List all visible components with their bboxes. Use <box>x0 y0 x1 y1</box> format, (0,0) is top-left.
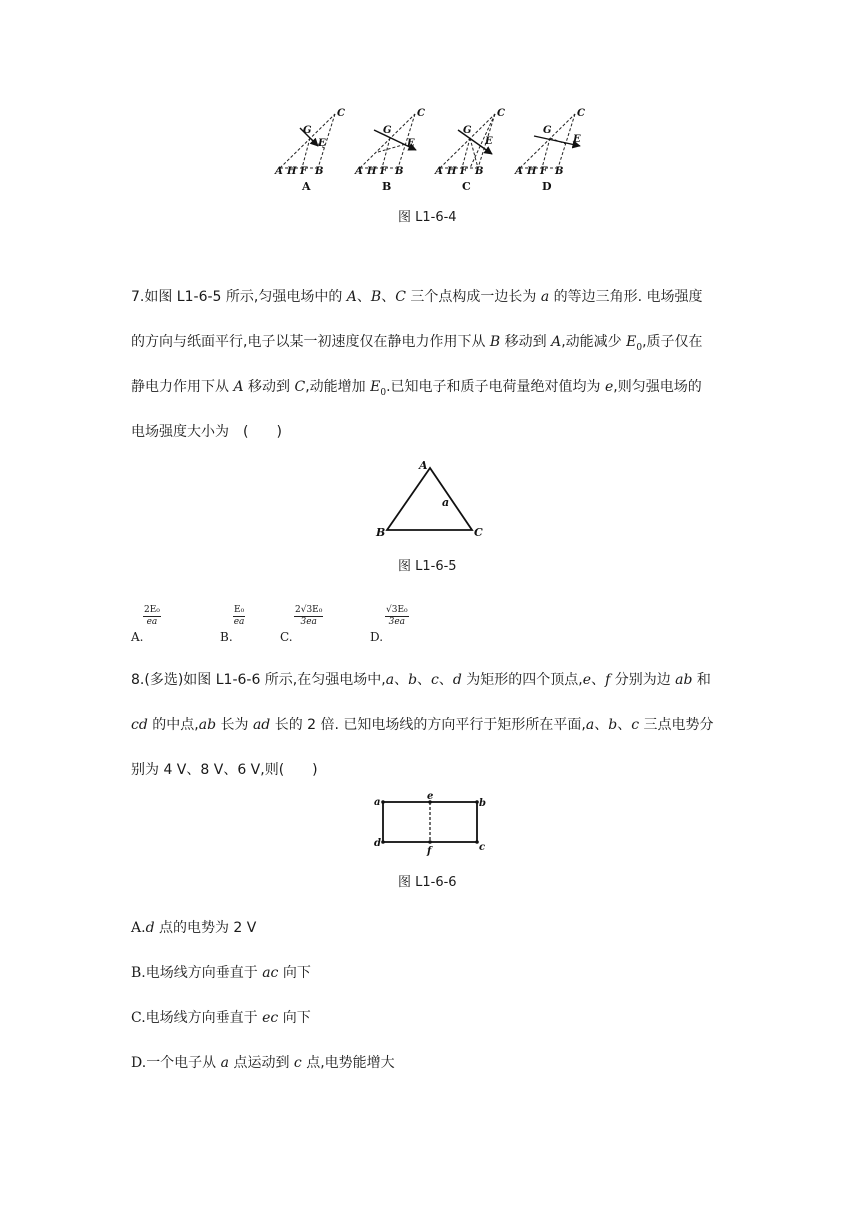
triangle-label-C: C <box>474 526 483 539</box>
panel-c <box>434 108 505 192</box>
label-d-B: B <box>555 166 564 177</box>
q7-line-3: 静电力作用下从 A 移动到 C,动能增加 $E_0$.已知电子和质子电荷量绝对值均为 e,则匀强电场的 <box>131 379 702 398</box>
q8-option-d: D.一个电子从 a 点运动到 c 点,电势能增大 <box>131 1055 395 1071</box>
triangle-label-B: B <box>376 526 386 539</box>
label-c-E: E <box>485 136 493 147</box>
label-c-A: A <box>435 166 443 177</box>
q8-line-3: 别为 4 V、8 V、6 V,则( ) <box>131 762 318 778</box>
q7-option-c-fraction: $\frac{\text{2√3E₀}}{3ea}$ <box>295 605 323 627</box>
label-b-H: H <box>367 166 377 177</box>
panel-label-c: C <box>462 180 471 192</box>
panel-a <box>274 108 345 192</box>
q7-option-b-fraction: $\frac{\text{E₀}}{ea}$ <box>233 605 245 627</box>
label-b-F: F <box>380 166 388 177</box>
panel-b <box>354 108 425 192</box>
panel-label-a: A <box>302 180 311 192</box>
panel-d <box>514 108 585 192</box>
caption-l1-6-5: 图 L1-6-5 <box>398 559 457 574</box>
label-c-B: B <box>475 166 484 177</box>
rect-label-c: c <box>479 842 486 853</box>
label-a-F: F <box>300 166 308 177</box>
q7-line-1: 7.如图 L1-6-5 所示,匀强电场中的 A、B、C 三个点构成一边长为 a 的等边三角形. 电场强度 <box>131 289 703 305</box>
label-c-F: F <box>460 166 468 177</box>
q7-line-2: 的方向与纸面平行,电子以某一初速度仅在静电力作用下从 B 移动到 A,动能减少 $E_0$,质子仅在 <box>131 334 703 353</box>
panel-label-b: B <box>382 180 392 192</box>
label-b-A: A <box>355 166 363 177</box>
label-b-B: B <box>395 166 404 177</box>
q8-option-c: C.电场线方向垂直于 ec 向下 <box>131 1010 311 1026</box>
label-b-E: E <box>407 138 415 149</box>
label-a-E: E <box>318 138 326 149</box>
label-b-G: G <box>383 125 392 136</box>
triangle-abc <box>387 468 472 530</box>
triangle-label-side-a: a <box>442 496 450 509</box>
label-d-G: G <box>543 125 552 136</box>
q8-option-b: B.电场线方向垂直于 ac 向下 <box>131 965 311 981</box>
label-a-B: B <box>315 166 324 177</box>
rect-label-f: f <box>427 846 432 857</box>
label-a-A: A <box>275 166 283 177</box>
label-d-F: F <box>540 166 548 177</box>
rect-label-e: e <box>427 791 434 802</box>
caption-l1-6-6: 图 L1-6-6 <box>398 875 457 890</box>
label-b-C: C <box>417 108 425 119</box>
q8-line-1: 8.(多选)如图 L1-6-6 所示,在匀强电场中,a、b、c、d 为矩形的四个顶点,e、f 分别为边 ab 和 <box>131 672 711 688</box>
label-a-C: C <box>337 108 345 119</box>
label-c-H: H <box>447 166 457 177</box>
label-c-G: G <box>463 125 472 136</box>
figure-l1-6-4 <box>270 100 600 192</box>
label-d-H: H <box>527 166 537 177</box>
triangle-label-A: A <box>419 459 428 472</box>
label-c-C: C <box>497 108 505 119</box>
label-d-E: E <box>573 134 581 145</box>
q8-option-a: A.d 点的电势为 2 V <box>131 920 257 936</box>
label-d-C: C <box>577 108 585 119</box>
q7-option-d-fraction: $\frac{\text{√3E₀}}{3ea}$ <box>386 605 408 627</box>
rect-label-b: b <box>479 798 486 809</box>
q8-line-2: cd 的中点,ab 长为 ad 长的 2 倍. 已知电场线的方向平行于矩形所在平面,a、b、c 三点电势分 <box>131 717 714 733</box>
label-d-A: A <box>515 166 523 177</box>
rect-label-a: a <box>374 797 381 808</box>
q7-line-4: 电场强度大小为 ( ) <box>131 424 282 440</box>
caption-l1-6-4: 图 L1-6-4 <box>398 210 457 225</box>
rect-label-d: d <box>374 838 381 849</box>
label-a-H: H <box>287 166 297 177</box>
figure-l1-6-5 <box>370 456 490 542</box>
label-a-G: G <box>303 125 312 136</box>
panel-label-d: D <box>542 180 552 192</box>
q7-option-a-fraction: $\frac{\text{2E₀}}{ea}$ <box>144 605 160 627</box>
figure-l1-6-6 <box>370 790 495 858</box>
